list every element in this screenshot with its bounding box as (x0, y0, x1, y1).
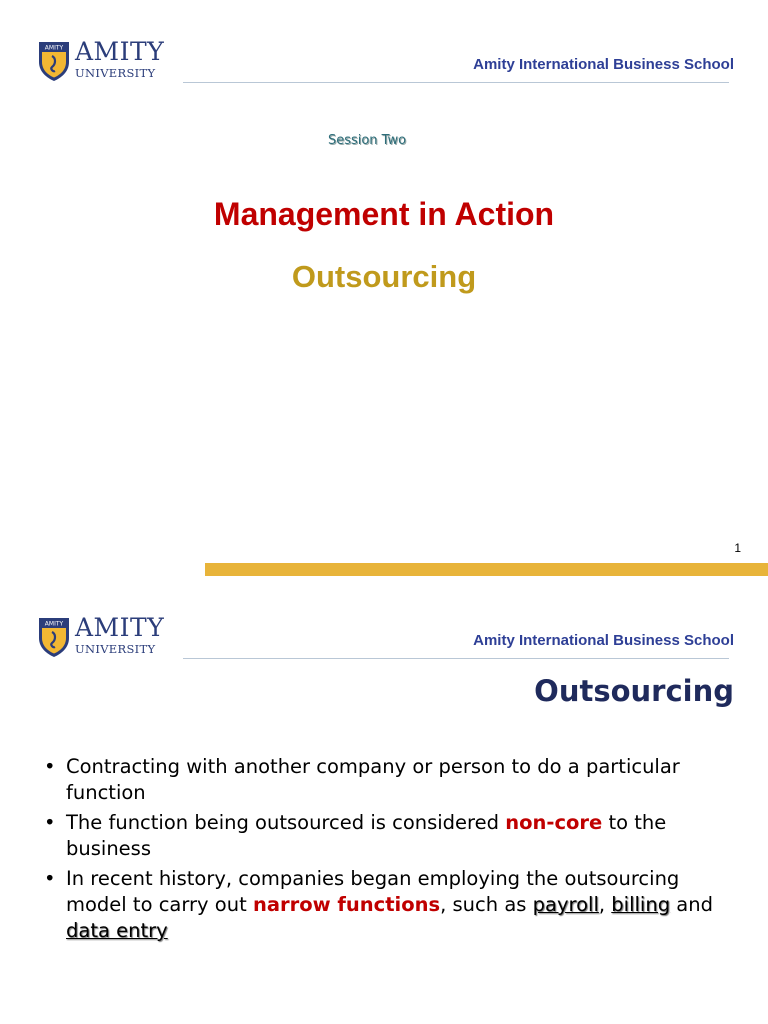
svg-text:AMITY: AMITY (44, 620, 64, 628)
header-divider (183, 82, 729, 83)
logo-university: UNIVERSITY (75, 66, 156, 80)
bullet-text: and (670, 893, 713, 916)
bullet-list (40, 754, 740, 948)
bullet-text: In recent history, companies began employing the outsourcing model to carry out (66, 867, 680, 916)
amity-logo (37, 37, 167, 84)
header-divider (183, 658, 729, 659)
school-name: Amity International Business School (473, 56, 734, 73)
amity-crest-icon (37, 616, 71, 658)
bullet-text: to the business (66, 811, 667, 860)
bullet-item (40, 866, 740, 944)
page-number: 1 (734, 541, 741, 555)
bullet-item (40, 754, 740, 806)
slide-title: Outsourcing (534, 674, 734, 708)
bullet-item (40, 810, 740, 862)
logo-wordmark: AMITY (75, 37, 165, 66)
footer-bar (205, 563, 768, 576)
school-name: Amity International Business School (473, 632, 734, 649)
logo-wordmark: AMITY (75, 613, 165, 642)
billing-link[interactable]: billing (611, 893, 671, 916)
amity-crest-icon (37, 40, 71, 82)
payroll-link[interactable]: payroll (532, 893, 599, 916)
data-entry-link[interactable]: data entry (66, 919, 168, 942)
logo-university: UNIVERSITY (75, 642, 156, 656)
emphasis-text: non-core (505, 811, 603, 834)
session-label: Session Two (327, 133, 407, 148)
slide-2 (0, 576, 768, 1024)
amity-logo (37, 613, 167, 660)
bullet-text: The function being outsourced is considered (66, 811, 506, 834)
bullet-text: Contracting with another company or person to do a particular function (66, 755, 680, 804)
slide-title: Management in Action (213, 196, 555, 232)
emphasis-text: narrow functions (252, 893, 441, 916)
bullet-text: , such as (440, 893, 533, 916)
slide-subtitle: Outsourcing (291, 259, 477, 294)
bullet-text: , (598, 893, 612, 916)
svg-text:AMITY: AMITY (44, 44, 64, 52)
